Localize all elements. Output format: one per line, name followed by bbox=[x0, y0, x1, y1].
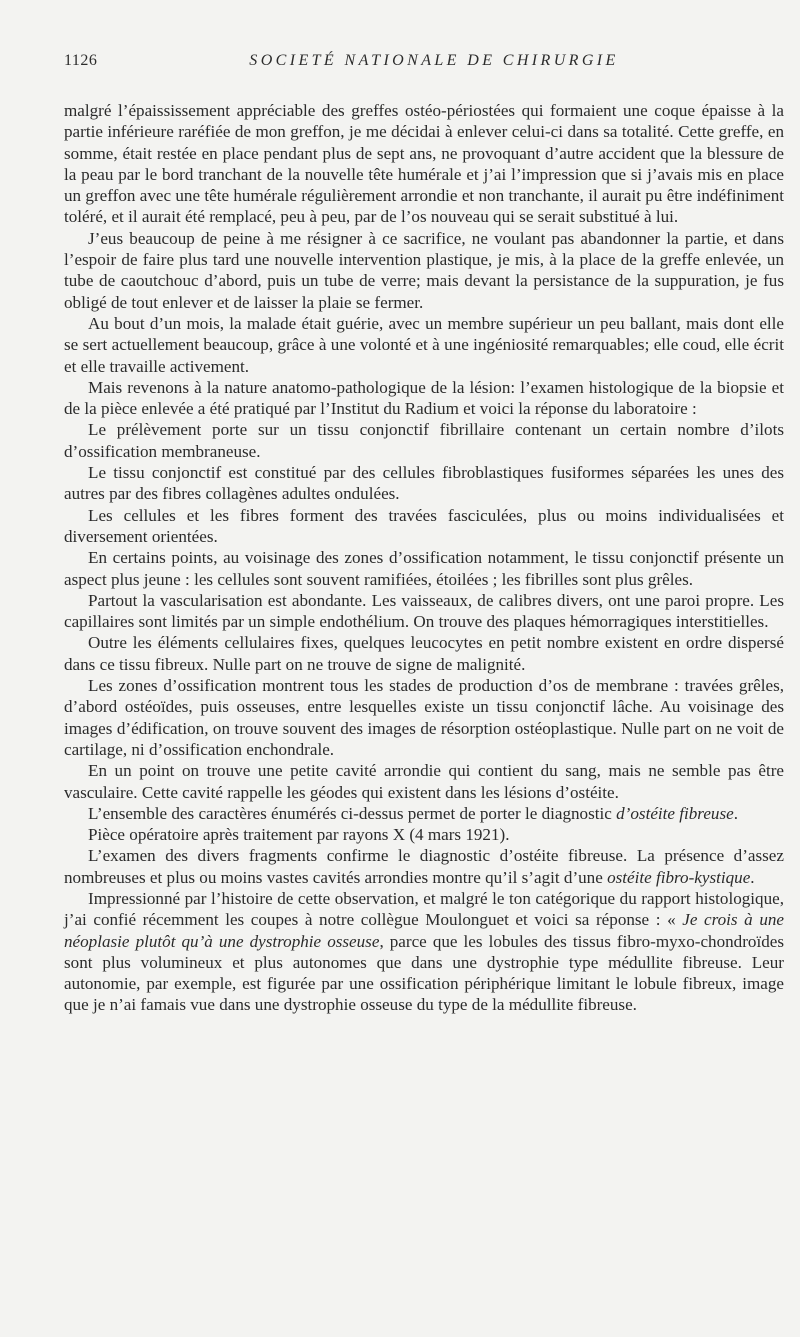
paragraph: Outre les éléments cellulaires fixes, quelques leucocytes en petit nombre existent en ordre dispersé dans ce tissu fibreux. Nulle part on ne trouve de signe de malignité. bbox=[64, 633, 784, 674]
paragraph: Au bout d’un mois, la malade était guérie, avec un membre supérieur un peu ballant, mais dont elle se sert actuellement beaucoup, grâce à une volonté et à une ingéniosité remarquables; elle coud, elle écrit et elle travaille activement. bbox=[64, 313, 784, 376]
page-number: 1126 bbox=[64, 52, 98, 69]
running-head bbox=[64, 52, 784, 78]
italic-quote: Je crois à une néoplasie plutôt qu’à une dystrophie osseuse bbox=[64, 910, 785, 951]
text-run: . bbox=[733, 803, 738, 823]
paragraph-exam bbox=[64, 845, 784, 888]
paragraph: En certains points, au voisinage des zones d’ossification notamment, le tissu conjonctif présente un aspect plus jeune : les cellules sont souvent ramifiées, étoilées ; les fibrilles sont plus grêles. bbox=[64, 548, 784, 589]
paragraph: En un point on trouve une petite cavité arrondie qui contient du sang, mais ne semble pas être vasculaire. Cette cavité rappelle les géodes qui existent dans les lésions d’ostéite. bbox=[64, 761, 784, 802]
text-run: , parce que les lobules des tissus fibro-myxo-chondroïdes sont plus volumineux et plus autonomes que dans une dystrophie type médullite fibreuse. Leur autonomie, par exemple, est figurée par une ossification périphérique limitant le lobule fibreux, image que je n’ai famais vue dans une dystrophie osseuse du type de la médullite fibreuse. bbox=[64, 931, 785, 1015]
body-text bbox=[64, 100, 784, 1016]
paragraph: Le tissu conjonctif est constitué par des cellules fibroblastiques fusiformes séparées les unes des autres par des fibres collagènes adultes ondulées. bbox=[64, 463, 784, 504]
paragraph-diagnosis bbox=[64, 803, 784, 824]
paragraph: J’eus beaucoup de peine à me résigner à ce sacrifice, ne voulant pas abandonner la partie, et dans l’espoir de faire plus tard une nouvelle intervention plastique, je mis, à la place de la greffe enlevée, un tube de caoutchouc d’abord, puis un tube de verre; mais devant la persistance de la suppuration, je fus obligé de tout enlever et de laisser la plaie se fermer. bbox=[64, 228, 784, 312]
paragraph: Le prélèvement porte sur un tissu conjonctif fibrillaire contenant un certain nombre d’ilots d’ossification membraneuse. bbox=[64, 420, 784, 461]
text-run: L’examen des divers fragments confirme le diagnostic d’ostéite fibreuse. La présence d’assez nombreuses et plus ou moins vastes cavités arrondies montre qu’il s’agit d’une bbox=[64, 846, 784, 887]
paragraph: Partout la vascularisation est abondante. Les vaisseaux, de calibres divers, ont une paroi propre. Les capillaires sont limités par un simple endothélium. On trouve des plaques hémorragiques interstitielles. bbox=[64, 590, 784, 632]
italic-term: d’ostéite fibreuse bbox=[616, 803, 734, 823]
text-run: Impressionné par l’histoire de cette observation, et malgré le ton catégorique du rapport histologique, j’ai confié récemment les coupes à notre collègue Moulonguet et voici sa réponse : « bbox=[64, 888, 784, 930]
paragraph: Mais revenons à la nature anatomo-pathologique de la lésion: l’examen histologique de la biopsie et de la pièce enlevée a été pratiqué par l’Institut du Radium et voici la réponse du laboratoire : bbox=[64, 377, 784, 419]
paragraph: Pièce opératoire après traitement par rayons X (4 mars 1921). bbox=[88, 825, 510, 845]
paragraph: malgré l’épaississement appréciable des greffes ostéo-périostées qui formaient une coque épaisse à la partie inférieure raréfiée de mon greffon, je me décidai à enlever celui-ci dans sa totalité. Cette greffe, en somme, était restée en place pendant plus de sept ans, ne provoquant d’autre accident que la blessure de la peau par le bord tranchant de la nouvelle tête humérale et j’ai l’impression que si j’avais mis en place un greffon avec une tête humérale régulièrement arrondie et non tranchante, il aurait pu être indéfiniment toléré, et il aurait été remplacé, peu à peu, par de l’os nouveau qui se serait substitué à lui. bbox=[64, 101, 784, 227]
paragraph: Les zones d’ossification montrent tous les stades de production d’os de membrane : travées grêles, d’abord ostéoïdes, puis osseuses, entre lesquelles existe un tissu conjonctif lâche. Au voisinage des images d’édification, on trouve souvent des images de résorption ostéoplastique. Nulle part on ne voit de cartilage, ni d’ossification enchondrale. bbox=[64, 676, 784, 759]
paragraph-impression bbox=[64, 888, 784, 1016]
book-page bbox=[64, 52, 784, 1016]
text-run: L’ensemble des caractères énumérés ci-dessus permet de porter le diagnostic bbox=[88, 803, 617, 823]
text-run: . bbox=[750, 867, 755, 887]
paragraph: Les cellules et les fibres forment des travées fasciculées, plus ou moins individualisées et diversement orientées. bbox=[64, 505, 784, 546]
italic-term: ostéite fibro-kystique bbox=[607, 867, 751, 887]
journal-title: SOCIETÉ NATIONALE DE CHIRURGIE bbox=[249, 52, 619, 69]
